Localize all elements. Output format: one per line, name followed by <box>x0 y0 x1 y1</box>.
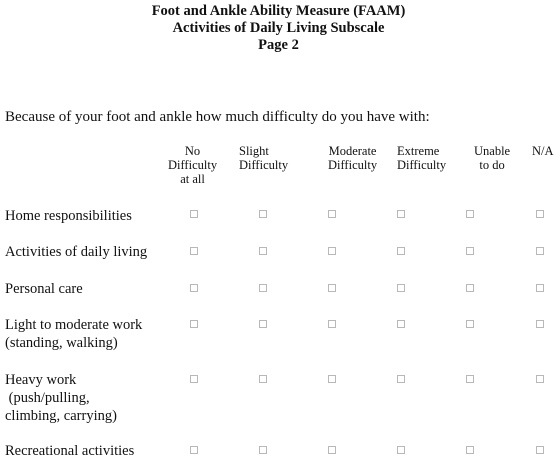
checkbox-row-5-slight-difficulty[interactable] <box>259 375 267 383</box>
checkbox-row-4-unable[interactable] <box>466 320 474 328</box>
checkbox-row-2-no-difficulty[interactable] <box>190 247 198 255</box>
row-label-light-to-moderate-work: Light to moderate work (standing, walking) <box>5 317 143 351</box>
checkbox-row-1-na[interactable] <box>536 210 544 218</box>
checkbox-row-5-moderate-difficulty[interactable] <box>328 375 336 383</box>
form-title-line-1: Foot and Ankle Ability Measure (FAAM) <box>151 3 406 19</box>
checkbox-row-2-slight-difficulty[interactable] <box>259 247 267 255</box>
checkbox-row-3-na[interactable] <box>536 284 544 292</box>
checkbox-row-2-na[interactable] <box>536 247 544 255</box>
column-header-unable: Unable to do <box>474 144 511 172</box>
form-title <box>0 3 557 54</box>
checkbox-row-4-no-difficulty[interactable] <box>190 320 198 328</box>
checkbox-row-2-unable[interactable] <box>466 247 474 255</box>
checkbox-row-4-na[interactable] <box>536 320 544 328</box>
column-header-moderate-difficulty: Moderate Difficulty <box>328 144 378 172</box>
checkbox-row-6-no-difficulty[interactable] <box>190 446 198 454</box>
checkbox-row-2-moderate-difficulty[interactable] <box>328 247 336 255</box>
checkbox-row-6-na[interactable] <box>536 446 544 454</box>
checkbox-row-3-unable[interactable] <box>466 284 474 292</box>
column-header-extreme-difficulty: Extreme Difficulty <box>397 144 447 172</box>
checkbox-row-6-moderate-difficulty[interactable] <box>328 446 336 454</box>
checkbox-row-1-slight-difficulty[interactable] <box>259 210 267 218</box>
checkbox-row-5-unable[interactable] <box>466 375 474 383</box>
checkbox-row-1-moderate-difficulty[interactable] <box>328 210 336 218</box>
checkbox-row-1-extreme-difficulty[interactable] <box>397 210 405 218</box>
checkbox-row-2-extreme-difficulty[interactable] <box>397 247 405 255</box>
checkbox-row-5-no-difficulty[interactable] <box>190 375 198 383</box>
column-header-no-difficulty: No Difficulty at all <box>168 144 218 186</box>
checkbox-row-3-no-difficulty[interactable] <box>190 284 198 292</box>
checkbox-row-3-extreme-difficulty[interactable] <box>397 284 405 292</box>
form-title-line-3: Page 2 <box>258 37 299 53</box>
checkbox-row-4-slight-difficulty[interactable] <box>259 320 267 328</box>
form-title-line-2: Activities of Daily Living Subscale <box>172 20 385 36</box>
row-label-activities-of-daily-living: Activities of daily living <box>5 244 148 260</box>
checkbox-row-3-slight-difficulty[interactable] <box>259 284 267 292</box>
row-label-recreational-activities: Recreational activities <box>5 443 135 459</box>
column-header-slight-difficulty: Slight Difficulty <box>239 144 289 172</box>
checkbox-row-5-na[interactable] <box>536 375 544 383</box>
checkbox-row-4-moderate-difficulty[interactable] <box>328 320 336 328</box>
checkbox-row-3-moderate-difficulty[interactable] <box>328 284 336 292</box>
checkbox-row-4-extreme-difficulty[interactable] <box>397 320 405 328</box>
row-label-heavy-work: Heavy work (push/pulling, climbing, carrying) <box>5 372 117 424</box>
row-label-home-responsibilities: Home responsibilities <box>5 208 132 224</box>
checkbox-row-1-no-difficulty[interactable] <box>190 210 198 218</box>
checkbox-row-1-unable[interactable] <box>466 210 474 218</box>
checkbox-row-5-extreme-difficulty[interactable] <box>397 375 405 383</box>
question-prompt: Because of your foot and ankle how much difficulty do you have with: <box>5 109 430 125</box>
row-label-personal-care: Personal care <box>5 281 83 297</box>
checkbox-row-6-extreme-difficulty[interactable] <box>397 446 405 454</box>
checkbox-row-6-slight-difficulty[interactable] <box>259 446 267 454</box>
column-header-na: N/A <box>532 144 554 158</box>
checkbox-row-6-unable[interactable] <box>466 446 474 454</box>
